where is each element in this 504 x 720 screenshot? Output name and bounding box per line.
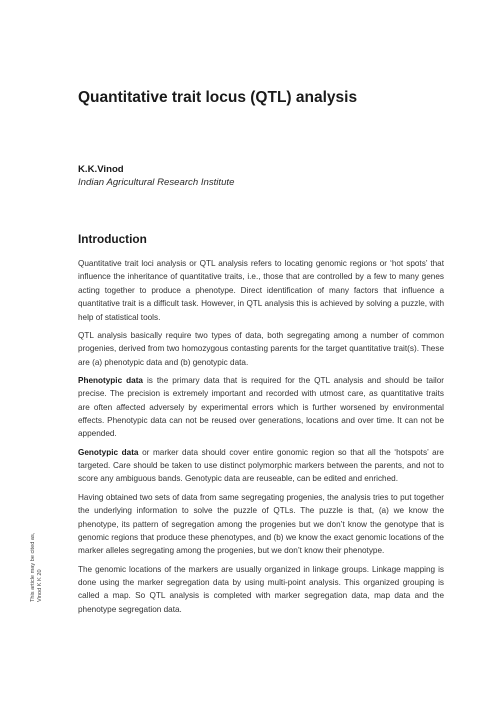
paragraph-3-text: is the primary data that is required for the QTL analysis and should be tailor precise. The precision is extremely important and recorded with utmost care, as quantitative traits are often affected adversely by experimental errors which is further worsened by environmental effects. Phenotypic data can not be reused over generations, locations and over time. It can not be appended. xyxy=(78,375,444,439)
paragraph-4-text: or marker data should cover entire gonomic region so that all the ‘hotspots’ are targeted. Care should be taken to use distinct polymorphic markers between the parents, and not to score any ambiguous bands. Genotypic data are reuseable, can be edited and enriched. xyxy=(78,447,444,484)
author-affiliation: Indian Agricultural Research Institute xyxy=(78,177,235,188)
paragraph-1: Quantitative trait loci analysis or QTL analysis refers to locating genomic regions or ‘hot spots’ that influence the inheritance of quantitative traits, i.e., those that are controlled by a few to many genes acting together to produce a phenotype. Direct identification of many factors that influence a quantitative trait is a difficult task. However, in QTL analysis this is achieved by solving a puzzle, with help of statistical tools. xyxy=(78,259,444,322)
page-title: Quantitative trait locus (QTL) analysis xyxy=(78,89,358,106)
author-block xyxy=(78,163,438,189)
paragraph-3 xyxy=(78,374,444,441)
paragraph-2: QTL analysis basically require two types of data, both segregating among a number of common progenies, derived from two homozygous contasting parents for the target quantitative trait(s). These are (a) phenotypic data and (b) genotypic data. xyxy=(78,330,444,367)
paragraph-4 xyxy=(78,446,444,486)
paragraph-5: Having obtained two sets of data from same segregating progenies, the analysis tries to put together the underlying information to solve the puzzle of QTLs. The puzzle is that, (a) we know the phenotype, its pattern of segregation among the progenies but we don’t know the genotype that is genomic regions that produce these phenotypes, and (b) we know the exact genomic locations of the marker alleles segregating among the progenies, but we don’t know their phenotype. xyxy=(78,492,444,556)
citation-line-2: Vinod K K 20 xyxy=(37,569,43,602)
term-genotypic-data: Genotypic data xyxy=(78,447,139,457)
citation-side-note xyxy=(30,533,44,602)
citation-line-1: This article may be cited as, xyxy=(30,532,36,602)
term-phenotypic-data: Phenotypic data xyxy=(78,375,143,385)
introduction-body xyxy=(78,257,444,621)
author-name: K.K.Vinod xyxy=(78,164,124,175)
paragraph-6: The genomic locations of the markers are usually organized in linkage groups. Linkage mapping is done using the marker segregation data by using multi-point analysis. This organized grouping is called a map. So QTL analysis is completed with marker segregation data, map data and the phenotype segregation data. xyxy=(78,564,444,614)
section-heading-introduction: Introduction xyxy=(78,232,147,246)
